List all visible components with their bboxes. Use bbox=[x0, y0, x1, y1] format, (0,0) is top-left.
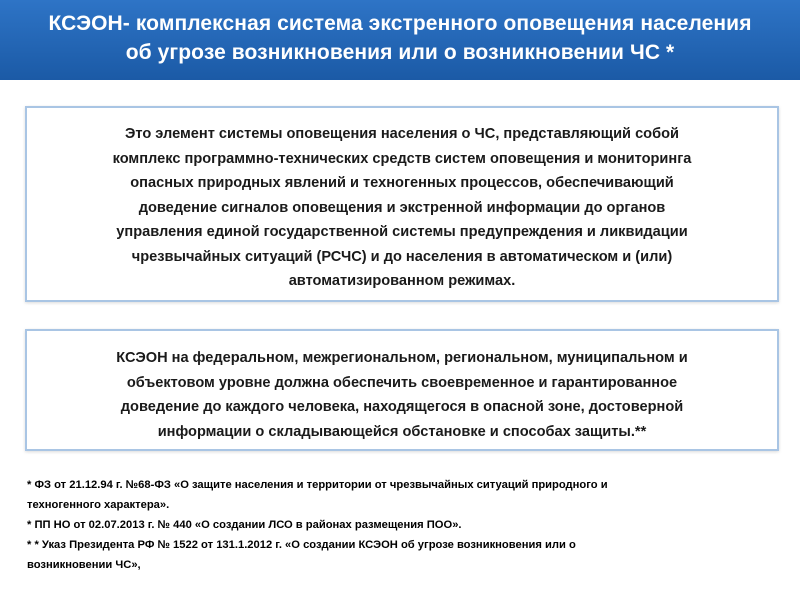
footnote-line: техногенного характера». bbox=[27, 499, 170, 511]
definition-line: доведение сигналов оповещения и экстренной информации до органов bbox=[138, 199, 666, 216]
levels-line: информации о складывающейся обстановке и способах защиты.** bbox=[157, 423, 647, 440]
definition-line: автоматизированном режимах. bbox=[288, 273, 516, 289]
definition-line: чрезвычайных ситуаций (РСЧС) и до населения в автоматическом и (или) bbox=[131, 248, 673, 265]
footnote-line: * * Указ Президента РФ № 1522 от 131.1.2012 г. «О создании КСЭОН об угрозе возникновения или о bbox=[27, 539, 576, 551]
levels-line: доведение до каждого человека, находящегося в опасной зоне, достоверной bbox=[120, 399, 684, 415]
definition-line: Это элемент системы оповещения населения о ЧС, представляющий собой bbox=[125, 126, 679, 142]
definition-line: управления единой государственной системы предупреждения и ликвидации bbox=[116, 224, 688, 240]
footnote-line: * ФЗ от 21.12.94 г. №68-ФЗ «О защите населения и территории от чрезвычайных ситуаций природного и bbox=[27, 479, 608, 491]
definition-box bbox=[25, 106, 779, 302]
footnotes bbox=[27, 475, 777, 575]
slide-title-line-1: КСЭОН- комплексная система экстренного оповещения населения bbox=[48, 12, 752, 35]
levels-box bbox=[25, 329, 779, 451]
levels-line: объектовом уровне должна обеспечить своевременное и гарантированное bbox=[126, 374, 678, 391]
footnote-line: возникновении ЧС», bbox=[27, 559, 141, 571]
footnote-line: * ПП НО от 02.07.2013 г. № 440 «О создании ЛСО в районах размещения ПОО». bbox=[27, 519, 462, 531]
slide-title-bar bbox=[0, 0, 800, 80]
levels-line: КСЭОН на федеральном, межрегиональном, региональном, муниципальном и bbox=[116, 350, 688, 366]
definition-line: опасных природных явлений и техногенных процессов, обеспечивающий bbox=[130, 175, 674, 191]
definition-line: комплекс программно-технических средств систем оповещения и мониторинга bbox=[112, 150, 692, 167]
slide-title-line-2: об угрозе возникновения или о возникновении ЧС * bbox=[125, 41, 675, 64]
